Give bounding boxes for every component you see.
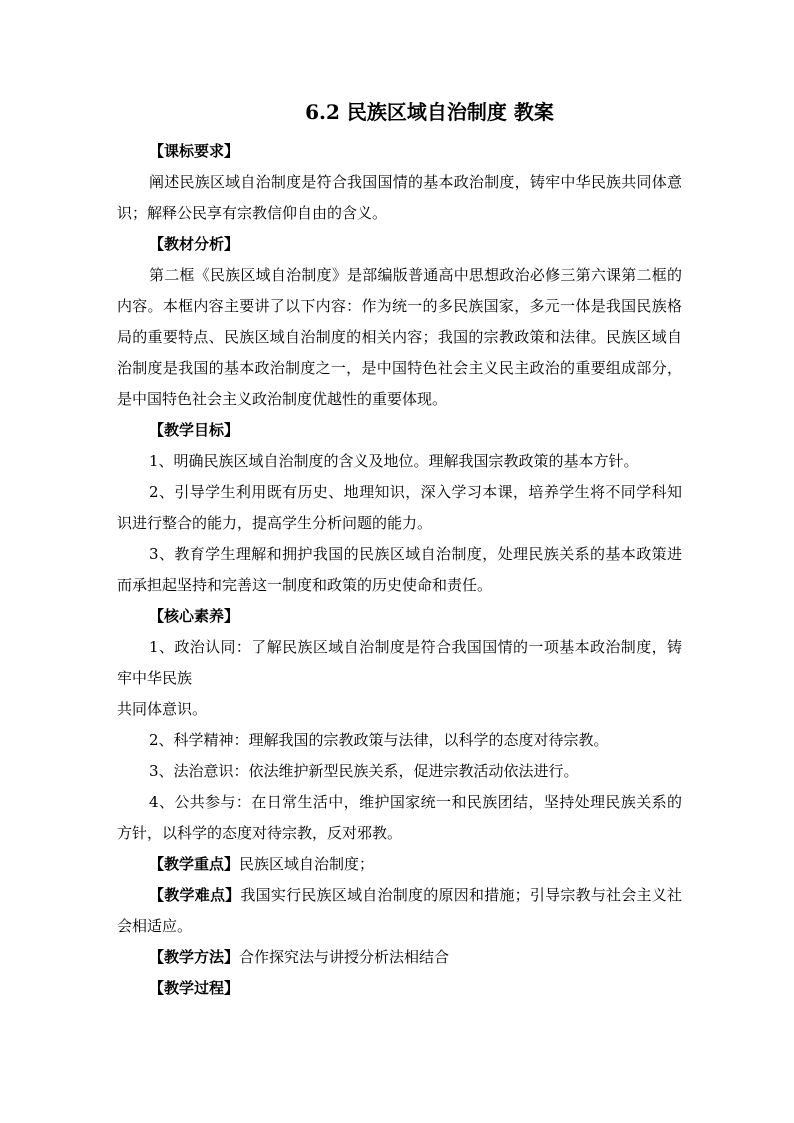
literacy-item-continuation: 共同体意识。 [117,700,208,718]
curriculum-heading: 【课标要求】 [149,142,240,160]
goal-item: 2、引导学生利用既有历史、地理知识，深入学习本课，培养学生将不同学科知识进行整合的能力，提高学生分析问题的能力。 [117,483,682,532]
document-title: 6.2 民族区域自治制度 教案 [305,100,554,124]
methods-heading: 【教学方法】 [149,948,240,966]
curriculum-text: 阐述民族区域自治制度是符合我国国情的基本政治制度，铸牢中华民族共同体意识；解释公民享有宗教信仰自由的含义。 [117,173,682,222]
key-points-text: 民族区域自治制度； [239,855,375,873]
difficulties-heading: 【教学难点】 [149,886,241,904]
goal-item: 3、教育学生理解和拥护我国的民族区域自治制度，处理民族关系的基本政策进而承担起坚持和完善这一制度和政策的历史使命和责任。 [117,545,682,594]
difficulties-text: 我国实行民族区域自治制度的原因和措施；引导宗教与社会主义社会相适应。 [117,886,682,935]
methods-paragraph [117,942,682,973]
textbook-text: 第二框《民族区域自治制度》是部编版普通高中思想政治必修三第六课第二框的内容。本框内容主要讲了以下内容：作为统一的多民族国家，多元一体是我国民族格局的重要特点、民族区域自治制度的相关内容；我国的宗教政策和法律。民族区域自治制度是我国的基本政治制度之一，是中国特色社会主义民主政治的重要组成部分，是中国特色社会主义政治制度优越性的重要体现。 [117,266,682,408]
methods-text: 合作探究法与讲授分析法相结合 [239,948,450,966]
literacy-item: 2、科学精神：理解我国的宗教政策与法律，以科学的态度对待宗教。 [149,731,609,749]
literacy-item: 4、公共参与：在日常生活中，维护国家统一和民族团结，坚持处理民族关系的方针，以科学的态度对待宗教，反对邪教。 [117,793,682,842]
key-points-paragraph [117,849,682,880]
literacy-item: 1、政治认同：了解民族区域自治制度是符合我国国情的一项基本政治制度，铸牢中华民族 [117,638,682,687]
goals-heading: 【教学目标】 [149,421,240,439]
key-points-heading: 【教学重点】 [149,855,240,873]
textbook-heading: 【教材分析】 [149,235,240,253]
goal-item: 1、明确民族区域自治制度的含义及地位。理解我国宗教政策的基本方针。 [149,452,639,470]
process-heading: 【教学过程】 [149,979,240,997]
difficulties-paragraph [117,880,682,942]
literacy-heading: 【核心素养】 [149,607,240,625]
literacy-item: 3、法治意识：依法维护新型民族关系，促进宗教活动依法进行。 [149,762,579,780]
